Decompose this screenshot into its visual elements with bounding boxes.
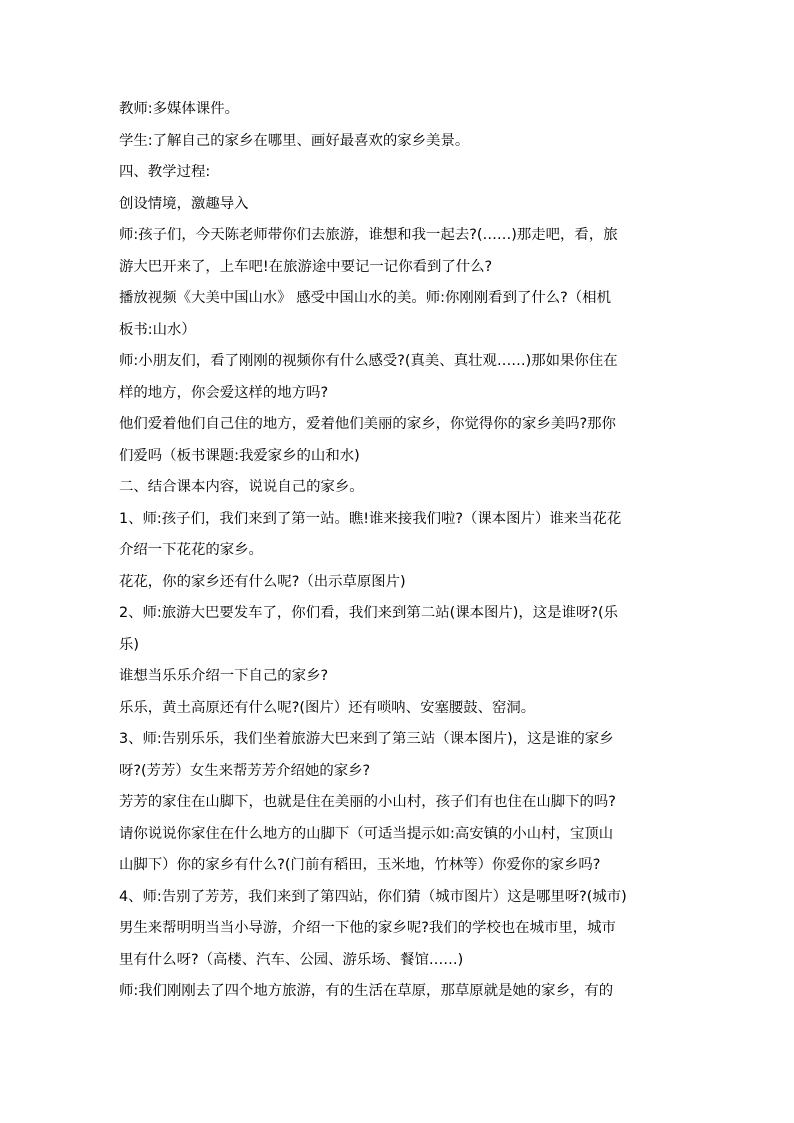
text-line: 学生:了解自己的家乡在哪里、画好最喜欢的家乡美景。 <box>119 132 470 149</box>
text-line: 乐乐，黄土高原还有什么呢?(图片）还有唢呐、安塞腰鼓、窑洞。 <box>119 699 536 716</box>
text-line: 板书:山水） <box>119 321 196 338</box>
text-line: 4、师:告别了芳芳，我们来到了第四站，你们猜（城市图片）这是哪里呀?(城市) <box>119 888 627 905</box>
text-line: 呀?(芳芳）女生来帮芳芳介绍她的家乡? <box>119 762 371 779</box>
text-line: 游大巴开来了，上车吧!在旅游途中要记一记你看到了什么? <box>119 258 493 275</box>
text-line: 男生来帮明明当当小导游，介绍一下他的家乡呢?我们的学校也在城市里，城市 <box>119 920 616 936</box>
text-line: 他们爱着他们自己住的地方，爱着他们美丽的家乡，你觉得你的家乡美吗?那你 <box>119 416 616 432</box>
text-line: 乐) <box>119 636 140 653</box>
text-line: 里有什么呀?（高楼、汽车、公园、游乐场、餐馆……) <box>119 951 464 968</box>
text-line: 请你说说你家住在什么地方的山脚下（可适当提示如:高安镇的小山村，宝顶山 <box>119 825 614 842</box>
document-body <box>119 94 679 1008</box>
text-line: 2、师:旅游大巴要发车了，你们看，我们来到第二站(课本图片)，这是谁呀?(乐 <box>119 605 618 621</box>
text-line: 教师:多媒体课件。 <box>119 101 239 117</box>
text-line: 师:我们刚刚去了四个地方旅游，有的生活在草原，那草原就是她的家乡，有的 <box>119 983 614 999</box>
text-line: 谁想当乐乐介绍一下自己的家乡? <box>119 668 329 684</box>
text-line: 播放视频《大美中国山水》 感受中国山水的美。师:你刚刚看到了什么?（相机 <box>119 290 611 306</box>
text-line: 介绍一下花花的家乡。 <box>119 542 263 558</box>
text-line: 花花，你的家乡还有什么呢?（出示草原图片) <box>119 573 406 590</box>
text-line: 们爱吗（板书课题:我爱家乡的山和水) <box>119 447 360 464</box>
text-line: 样的地方，你会爱这样的地方吗? <box>119 384 329 401</box>
section-heading: 二、结合课本内容，说说自己的家乡。 <box>119 479 364 495</box>
text-line: 1、师:孩子们，我们来到了第一站。瞧!谁来接我们啦?（课本图片）谁来当花花 <box>119 510 622 527</box>
text-line: 3、师:告别乐乐，我们坐着旅游大巴来到了第三站（课本图片)，这是谁的家乡 <box>119 731 614 747</box>
section-heading: 四、教学过程: <box>119 164 211 180</box>
text-line: 师:小朋友们，看了刚刚的视频你有什么感受?(真美、真壮观……)那如果你住在 <box>119 353 618 369</box>
text-line: 芳芳的家住在山脚下，也就是住在美丽的小山村，孩子们有也住在山脚下的吗? <box>119 794 616 810</box>
text-line: 山脚下）你的家乡有什么?(门前有稻田，玉米地，竹林等）你爱你的家乡吗? <box>119 857 601 873</box>
text-line: 创设情境，激趣导入 <box>119 195 249 212</box>
text-line: 师:孩子们，今天陈老师带你们去旅游，谁想和我一起去?(……)那走吧，看，旅 <box>119 227 618 243</box>
